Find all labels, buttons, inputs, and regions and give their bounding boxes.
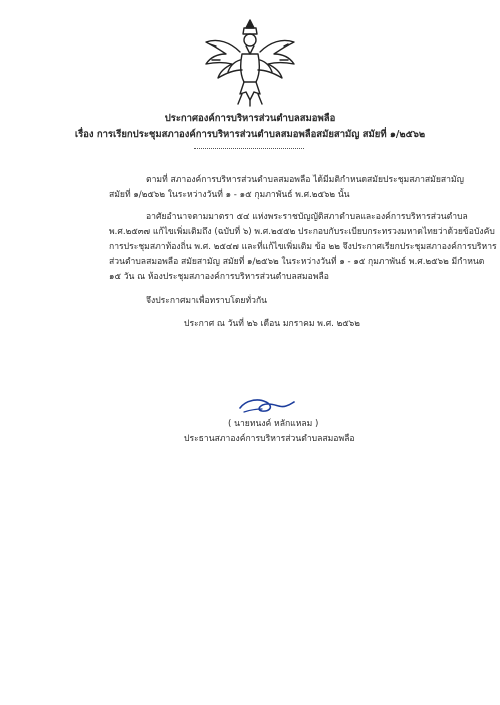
closing-line: จึงประกาศมาเพื่อทราบโดยทั่วกัน bbox=[146, 296, 268, 306]
para2-line4: ส่วนตำบลสมอพลือ สมัยสามัญ สมัยที่ ๑/๒๕๖๒ ในระหว่างวันที่ ๑ - ๑๕ กุมภาพันธ์ พ.ศ.๒๕๖๒ มีกำหนด bbox=[109, 257, 485, 267]
para2-line3: การประชุมสภาท้องถิ่น พ.ศ. ๒๕๔๗ และที่แก้ไขเพิ่มเติม ข้อ ๒๒ จึงประกาศเรียกประชุมสภาองค์การบริหาร bbox=[109, 242, 497, 252]
signatory-position: ประธานสภาองค์การบริหารส่วนตำบลสมอพลือ bbox=[184, 434, 355, 444]
para2-line5: ๑๕ วัน ณ ห้องประชุมสภาองค์การบริหารส่วนตำบลสมอพลือ bbox=[109, 272, 329, 282]
announcement-title: ประกาศองค์การบริหารส่วนตำบลสมอพลือ bbox=[164, 113, 336, 124]
para2-line1: อาศัยอำนาจตามมาตรา ๕๔ แห่งพระราชบัญญัติสภาตำบลและองค์การบริหารส่วนตำบล bbox=[146, 212, 468, 222]
dotted-divider bbox=[194, 148, 304, 149]
date-line: ประกาศ ณ วันที่ ๒๖ เดือน มกราคม พ.ศ. ๒๕๖๒ bbox=[184, 319, 360, 329]
para1-line1: ตามที่ สภาองค์การบริหารส่วนตำบลสมอพลือ ได้มีมติกำหนดสมัยประชุมสภาสมัยสามัญ bbox=[146, 175, 464, 185]
para2-line2: พ.ศ.๒๕๓๗ แก้ไขเพิ่มเติมถึง (ฉบับที่ ๖) พ.ศ.๒๕๕๒ ประกอบกับระเบียบกระทรวงมหาดไทยว่าด้วยข้อบังคับ bbox=[109, 227, 495, 237]
para1-line2: สมัยที่ ๑/๒๕๖๒ ในระหว่างวันที่ ๑ - ๑๕ กุมภาพันธ์ พ.ศ.๒๕๖๒ นั้น bbox=[109, 190, 350, 200]
signatory-name: ( นายทนงค์ หลักแหลม ) bbox=[228, 419, 319, 429]
garuda-emblem-icon bbox=[200, 16, 300, 108]
announcement-subject: เรื่อง การเรียกประชุมสภาองค์การบริหารส่วนตำบลสมอพลือสมัยสามัญ สมัยที่ ๑/๒๕๖๒ bbox=[74, 129, 426, 140]
handwritten-signature-icon bbox=[236, 392, 296, 418]
